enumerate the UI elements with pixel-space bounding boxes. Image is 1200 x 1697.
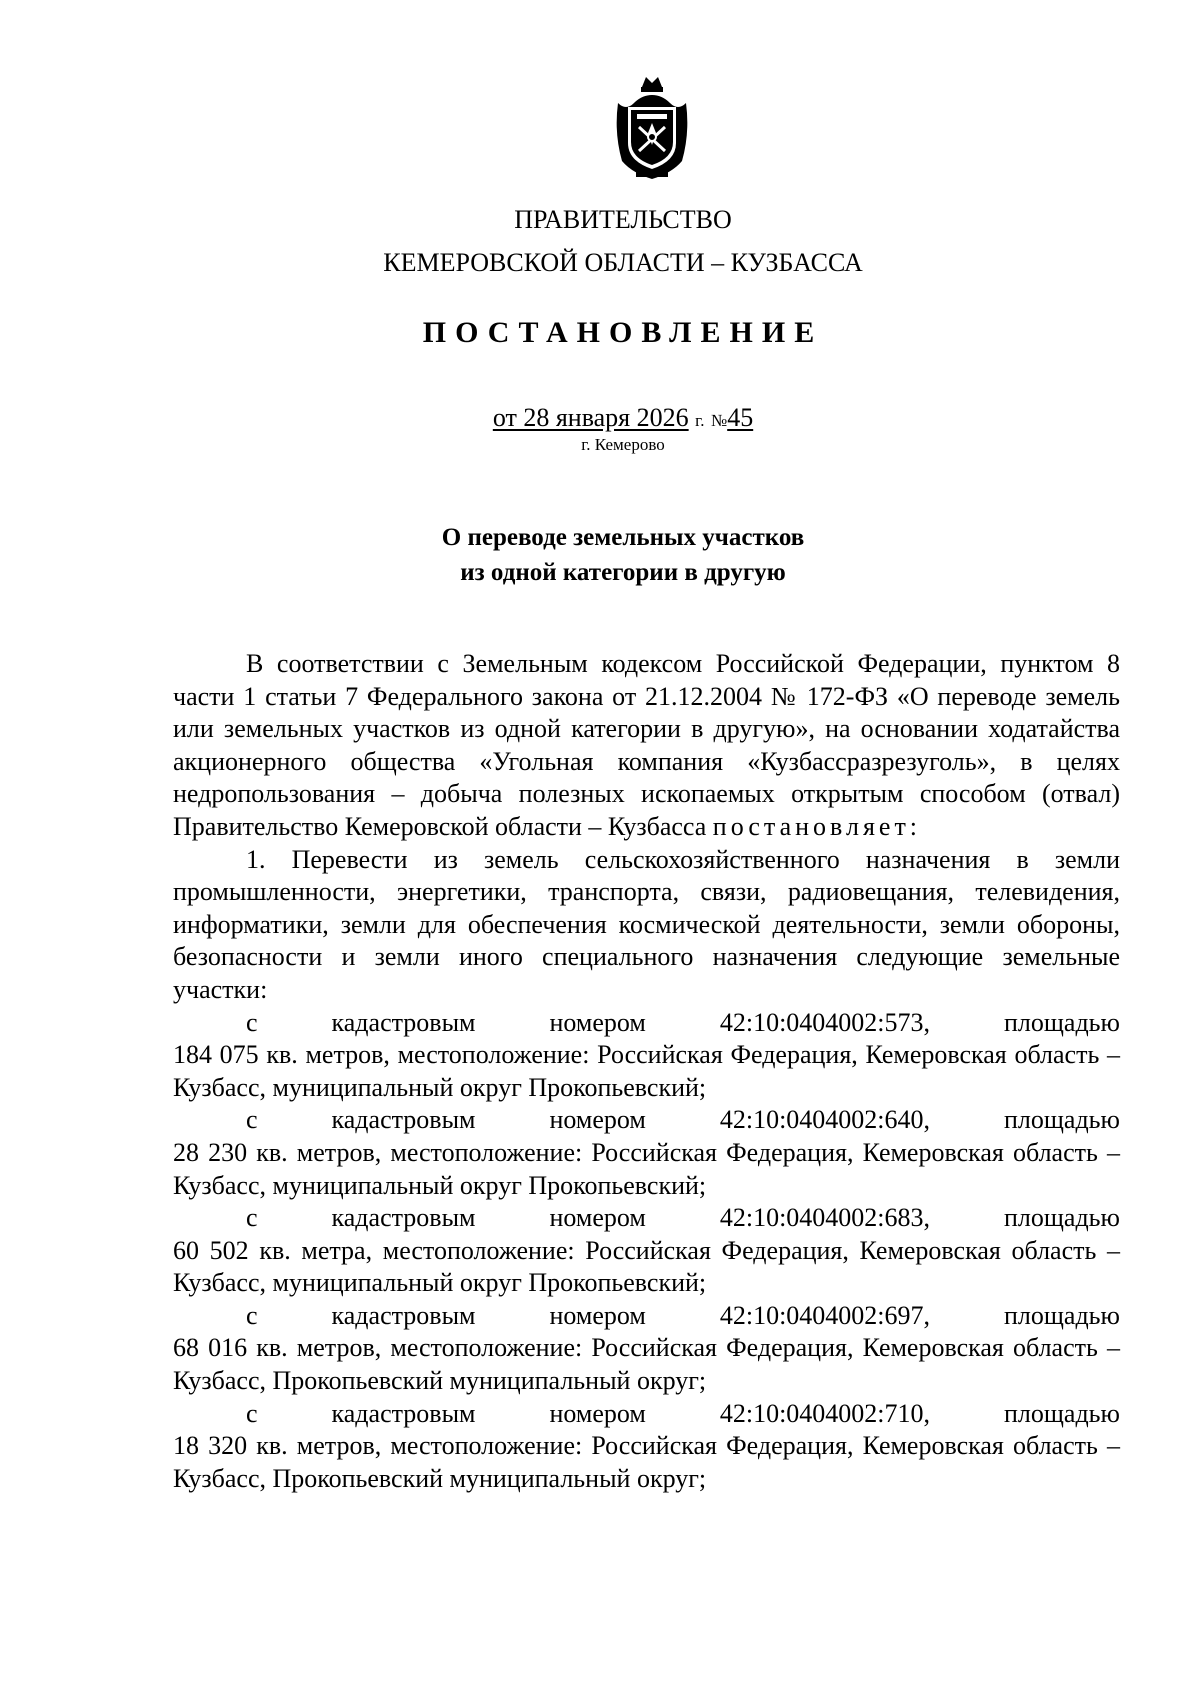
- parcel-first-line: с кадастровым номером 42:10:0404002:710, площадью: [173, 1398, 1120, 1431]
- parcel-entry: [173, 1202, 1120, 1300]
- date-number-line: [0, 402, 1200, 437]
- cadastral-number: 42:10:0404002:697,: [719, 1300, 931, 1330]
- title-line2: из одной категории в другую: [460, 559, 786, 586]
- parcel-entry: [173, 1007, 1120, 1105]
- intro-paragraph: [173, 648, 1120, 844]
- cadastral-number: 42:10:0404002:710,: [719, 1398, 931, 1428]
- parcel-first-line: с кадастровым номером 42:10:0404002:573, площадью: [173, 1007, 1120, 1040]
- cadastral-number: 42:10:0404002:573,: [719, 1007, 931, 1037]
- cadastral-number: 42:10:0404002:683,: [719, 1203, 931, 1233]
- parcel-first-line: с кадастровым номером 42:10:0404002:683, площадью: [173, 1202, 1120, 1235]
- parcel-first-line: с кадастровым номером 42:10:0404002:640, площадью: [173, 1104, 1120, 1137]
- government-name-line2: КЕМЕРОВСКОЙ ОБЛАСТИ – КУЗБАССА: [383, 248, 863, 277]
- document-title: [0, 520, 1200, 590]
- document-number: 45: [727, 403, 754, 432]
- title-line1: О переводе земельных участков: [441, 524, 805, 551]
- government-name-line1: ПРАВИТЕЛЬСТВО: [514, 205, 732, 234]
- parcel-details: 28 230 кв. метров, местоположение: Российская Федерация, Кемеровская область – Кузбасс, муниципальный округ Прокопьевский;: [173, 1137, 1120, 1200]
- coat-of-arms-icon: [612, 73, 692, 183]
- parcel-entry: [173, 1300, 1120, 1398]
- document-body: [173, 648, 1120, 1495]
- document-type-heading: ПОСТАНОВЛЕНИЕ: [422, 316, 824, 349]
- parcel-details: 60 502 кв. метра, местоположение: Российская Федерация, Кемеровская область – Кузбасс, муниципальный округ Прокопьевский;: [173, 1235, 1120, 1298]
- intro-text: В соответствии с Земельным кодексом Российской Федерации, пунктом 8 части 1 статьи 7 Федерального закона от 21.12.2004 № 172-ФЗ «О переводе земель или земельных участков из одной категории в другую», на основании ходатайства акционерного общества «Угольная компания «Кузбассразрезуголь», в целях недропользования – добыча полезных ископаемых открытым способом (отвал) Правительство Кемеровской области – Кузбасса: [173, 649, 1120, 841]
- document-date: от 28 января 2026: [492, 403, 689, 432]
- cadastral-number: 42:10:0404002:640,: [719, 1105, 931, 1135]
- decree-word: постановляет:: [712, 811, 922, 841]
- document-city: г. Кемерово: [581, 435, 665, 454]
- parcel-entry: [173, 1398, 1120, 1496]
- parcel-details: 18 320 кв. метров, местоположение: Российская Федерация, Кемеровская область – Кузбасс, Прокопьевский муниципальный округ;: [173, 1431, 1120, 1493]
- parcel-details: 184 075 кв. метров, местоположение: Российская Федерация, Кемеровская область – Кузбасс, муниципальный округ Прокопьевский;: [173, 1040, 1120, 1102]
- item-1-paragraph: 1. Перевести из земель сельскохозяйственного назначения в земли промышленности, энергетики, транспорта, связи, радиовещания, телевидения, информатики, земли для обеспечения космической деятельности, земли обороны, безопасности и земли иного специального назначения следующие земельные участки:: [173, 844, 1120, 1004]
- year-suffix: г.: [695, 411, 705, 430]
- parcel-entry: [173, 1104, 1120, 1202]
- parcel-first-line: с кадастровым номером 42:10:0404002:697, площадью: [173, 1300, 1120, 1333]
- parcel-details: 68 016 кв. метров, местоположение: Российская Федерация, Кемеровская область – Кузбасс, Прокопьевский муниципальный округ;: [173, 1333, 1120, 1396]
- number-sign: №: [710, 411, 728, 430]
